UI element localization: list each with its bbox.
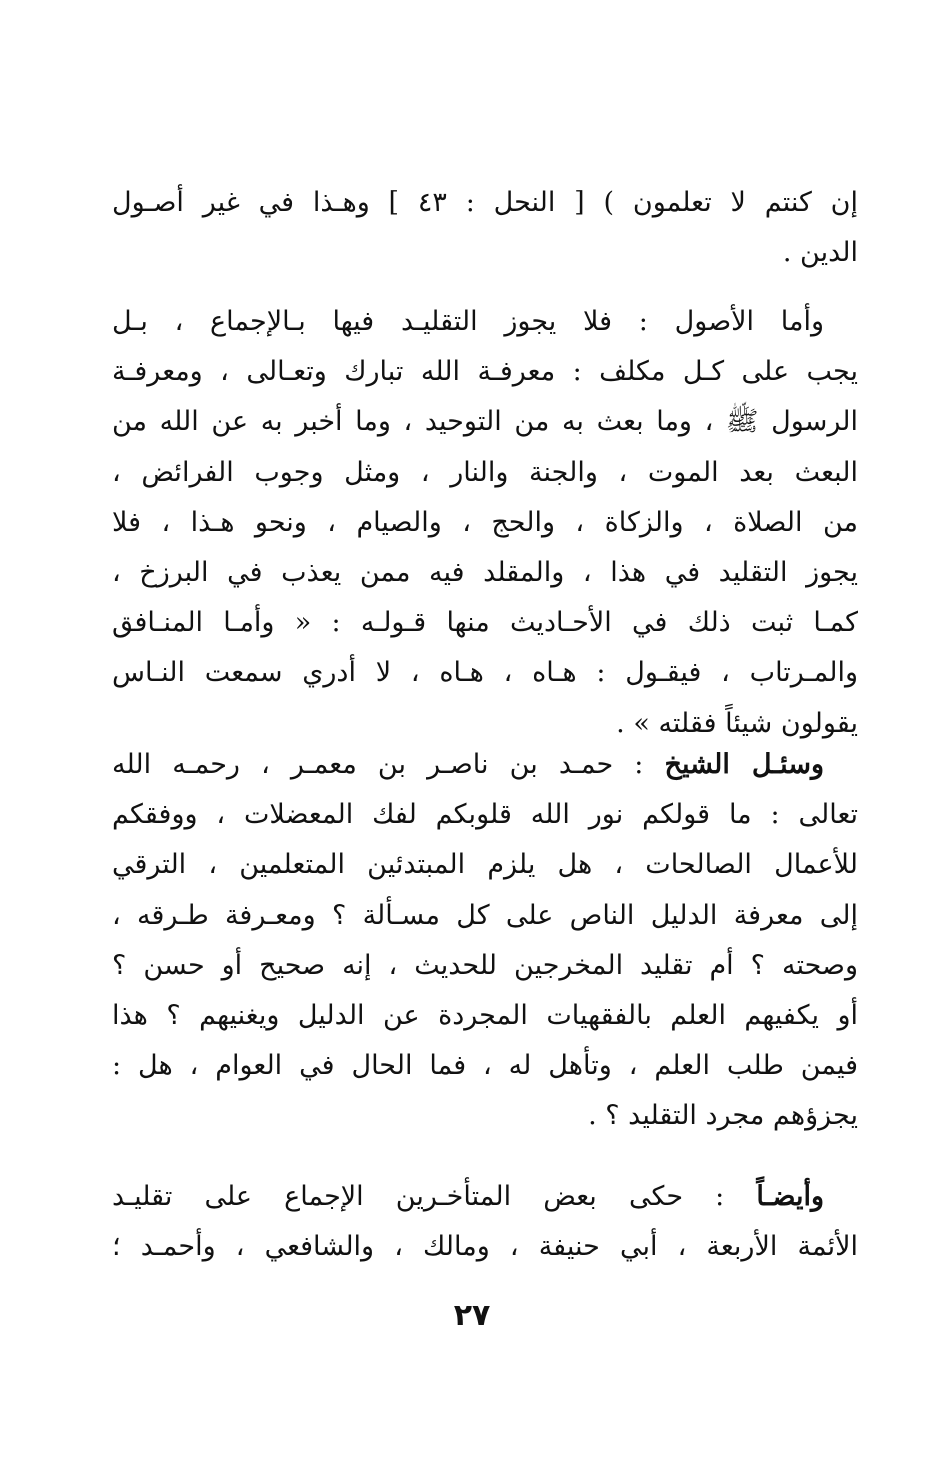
text-line: يقولون شيئاً فقلته » . [616,707,858,739]
paragraph-lead: وأيضـاً [756,1181,824,1212]
paragraph-1 [112,178,858,278]
text-line: يجب على كـل مكلف : معرفـة الله تبارك وتعـالى ، ومعرفـة [112,356,858,388]
text-line: الرسول ﷺ ، وما بعث به من التوحيد ، وما أخبر به عن الله من [112,406,858,438]
text-line: أو يكفيهم العلم بالفقهيات المجردة عن الدليل ويغنيهم ؟ هذا [112,999,858,1031]
text-line: وأما الأصول : فلا يجوز التقليـد فيها بـالإجماع ، بـل [112,306,824,337]
text-line: الأئمة الأربعة ، أبي حنيفة ، ومالك ، والشافعي ، وأحمـد ؛ [112,1231,858,1263]
paragraph-2 [112,297,858,749]
paragraph-3 [112,740,858,1142]
text-line-rest: : حكى بعض المتأخـرين الإجماع على تقليـد [112,1181,757,1212]
text-line: البعث بعد الموت ، والجنة والنار ، ومثل وجوب الفرائض ، [112,456,858,488]
text-line: للأعمال الصالحات ، هل يلزم المبتدئين المتعلمين ، الترقي [112,849,858,881]
paragraph-4 [112,1172,858,1272]
text-line: الدين . [782,237,858,269]
page-number: ٢٧ [453,1298,491,1333]
text-line: إلى معرفة الدليل الناص على كل مسـألة ؟ ومعـرفة طـرقه ، [112,899,858,931]
text-line [112,1172,858,1222]
text-line: كمـا ثبت ذلك في الأحـاديث منها قـولـه : « وأمـا المنـافق [112,607,858,639]
paragraph-lead: وسئـل الشيخ [664,749,824,780]
text-line: من الصلاة ، والزكاة ، والحج ، والصيام ، ونحو هـذا ، فلا [112,506,858,538]
text-line: وصحته ؟ أم تقليد المخرجين للحديث ، إنه صحيح أو حسن ؟ [112,949,858,981]
text-line-rest: : حمـد بن ناصـر بن معمـر ، رحمـه الله [112,749,665,780]
text-line [112,740,858,790]
text-line: والمـرتاب ، فيقـول : هـاه ، هـاه ، لا أدري سمعت النـاس [112,657,858,689]
text-line: فيمن طلب العلم ، وتأهل له ، فما الحال في العوام ، هل : [112,1050,858,1082]
text-line: تعالى : ما قولكم نور الله قلوبكم لفك المعضلات ، ووفقكم [112,799,858,831]
text-line: يجزؤهم مجرد التقليد ؟ . [588,1100,858,1132]
text-line: يجوز التقليد في هذا ، والمقلد فيه ممن يعذب في البرزخ ، [112,556,858,588]
text-line: إن كنتم لا تعلمون ) [ النحل : ٤٣ ] وهـذا في غير أصـول [112,187,858,218]
